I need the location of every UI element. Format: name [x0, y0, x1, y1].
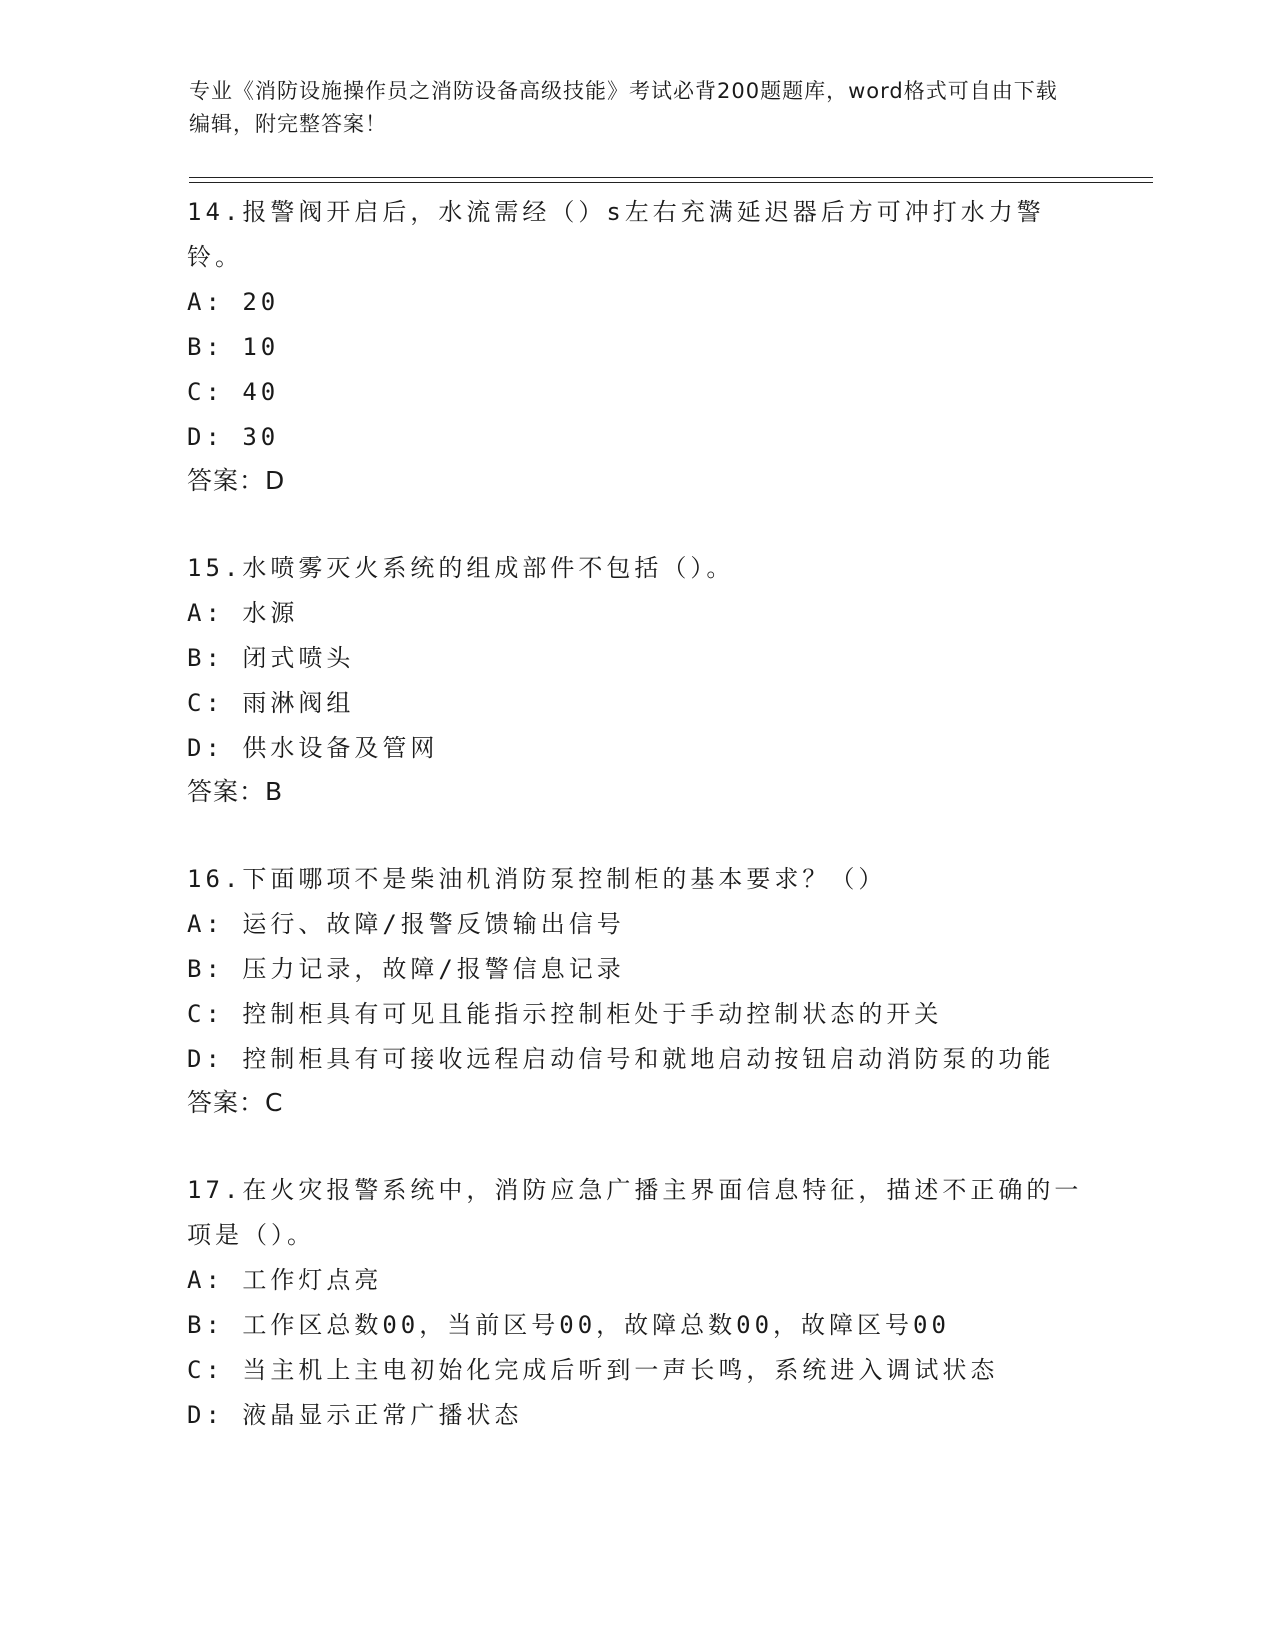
option-c: C: 当主机上主电初始化完成后听到一声长鸣，系统进入调试状态	[187, 1356, 999, 1384]
question-stem: 14.报警阀开启后，水流需经（）s左右充满延迟器后方可冲打水力警铃。	[187, 198, 1045, 271]
answer-line: 答案：B	[187, 777, 284, 806]
option-d: D: 供水设备及管网	[187, 734, 439, 762]
option-c: C: 40	[187, 378, 280, 406]
option-b: B: 工作区总数00，当前区号00，故障总数00，故障区号00	[187, 1311, 950, 1339]
option-a: A: 运行、故障/报警反馈输出信号	[187, 910, 625, 938]
question-stem: 15.水喷雾灭火系统的组成部件不包括（）。	[187, 554, 735, 582]
answer-line: 答案：C	[187, 1088, 284, 1117]
answer-line: 答案：D	[187, 466, 286, 495]
header-divider-top	[189, 177, 1153, 178]
question-list	[187, 190, 1087, 1482]
question-15	[187, 546, 1087, 813]
option-d: D: 液晶显示正常广播状态	[187, 1401, 523, 1429]
question-stem: 16.下面哪项不是柴油机消防泵控制柜的基本要求？（）	[187, 865, 887, 893]
option-b: B: 压力记录，故障/报警信息记录	[187, 955, 625, 983]
question-stem: 17.在火灾报警系统中，消防应急广播主界面信息特征，描述不正确的一项是（）。	[187, 1176, 1083, 1249]
question-16	[187, 857, 1087, 1124]
option-d: D: 30	[187, 423, 280, 451]
header-divider-bottom	[189, 182, 1153, 183]
option-a: A: 水源	[187, 599, 299, 627]
question-17	[187, 1168, 1087, 1438]
option-b: B: 闭式喷头	[187, 644, 355, 672]
option-b: B: 10	[187, 333, 280, 361]
option-a: A: 工作灯点亮	[187, 1266, 383, 1294]
option-c: C: 控制柜具有可见且能指示控制柜处于手动控制状态的开关	[187, 1000, 943, 1028]
question-14	[187, 190, 1087, 502]
option-a: A: 20	[187, 288, 280, 316]
option-c: C: 雨淋阀组	[187, 689, 355, 717]
document-header: 专业《消防设施操作员之消防设备高级技能》考试必背200题题库，word格式可自由下载编辑，附完整答案！	[189, 79, 1058, 136]
option-d: D: 控制柜具有可接收远程启动信号和就地启动按钮启动消防泵的功能	[187, 1045, 1055, 1073]
